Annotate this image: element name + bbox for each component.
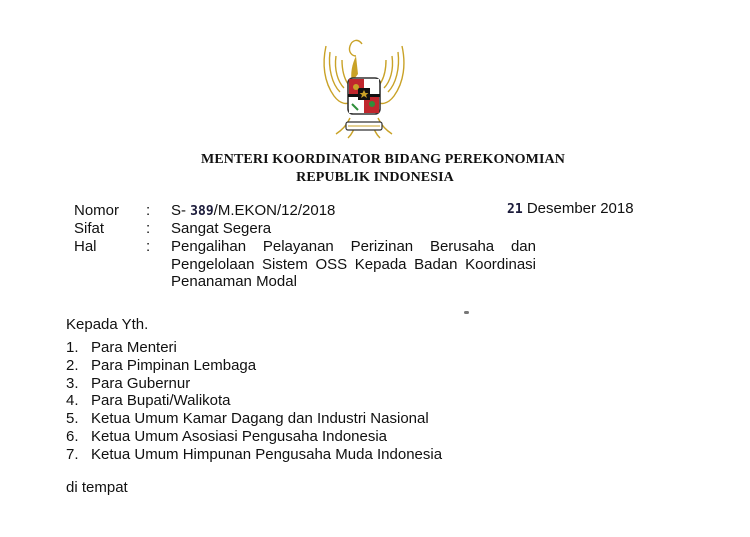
hal-label: Hal: [74, 238, 97, 255]
sifat-colon: :: [146, 220, 151, 237]
nomor-label: Nomor: [74, 202, 120, 219]
list-item-text: Ketua Umum Asosiasi Pengusaha Indonesia: [91, 427, 388, 445]
list-item-text: Para Menteri: [91, 339, 177, 356]
letterhead-subtitle: REPUBLIK INDONESIA: [296, 170, 454, 185]
nomor-value: [171, 202, 335, 219]
hal-line-1: Pengalihan Pelayanan Perizinan Berusaha dan: [171, 238, 536, 255]
hal-colon: :: [146, 238, 151, 255]
list-item: [66, 357, 442, 375]
hal-line-2: Pengelolaan Sistem OSS Kepada Badan Koordinasi: [171, 256, 536, 273]
list-item-number: 1.: [66, 339, 79, 356]
letterhead-title: MENTERI KOORDINATOR BIDANG PEREKONOMIAN: [201, 152, 565, 167]
list-item: [66, 428, 442, 446]
recipient-greeting: Kepada Yth.: [66, 316, 149, 333]
list-item: [66, 339, 442, 357]
closing-text: di tempat: [66, 479, 128, 496]
list-item-number: 6.: [66, 427, 79, 445]
list-item-number: 5.: [66, 410, 79, 428]
list-item-text: Para Pimpinan Lembaga: [91, 356, 257, 374]
list-item-text: Para Gubernur: [91, 374, 191, 392]
list-item-text: Para Bupati/Walikota: [91, 392, 231, 410]
nomor-colon: :: [146, 202, 151, 219]
sifat-value: Sangat Segera: [171, 220, 272, 237]
nomor-suffix: /M.EKON/12/2018: [213, 202, 336, 219]
list-item-number: 4.: [66, 392, 79, 410]
scan-speck: [464, 311, 469, 314]
date-handwritten-day: 21: [507, 202, 523, 217]
list-item-number: 2.: [66, 356, 79, 374]
sifat-label: Sifat: [74, 220, 105, 237]
list-item: [66, 446, 442, 464]
nomor-prefix: S-: [171, 202, 186, 219]
list-item: [66, 392, 442, 410]
letter-date: [507, 200, 634, 217]
garuda-emblem-icon: [312, 34, 416, 142]
list-item: [66, 375, 442, 393]
recipient-list: [66, 339, 442, 464]
date-month-year: Desember 2018: [526, 200, 634, 217]
list-item-text: Ketua Umum Himpunan Pengusaha Muda Indonesia: [91, 445, 443, 463]
nomor-handwritten-number: 389: [190, 204, 214, 219]
list-item: [66, 410, 442, 428]
list-item-text: Ketua Umum Kamar Dagang dan Industri Nasional: [91, 410, 429, 428]
list-item-number: 3.: [66, 374, 79, 392]
list-item-number: 7.: [66, 445, 79, 463]
hal-line-3: Penanaman Modal: [171, 273, 297, 290]
